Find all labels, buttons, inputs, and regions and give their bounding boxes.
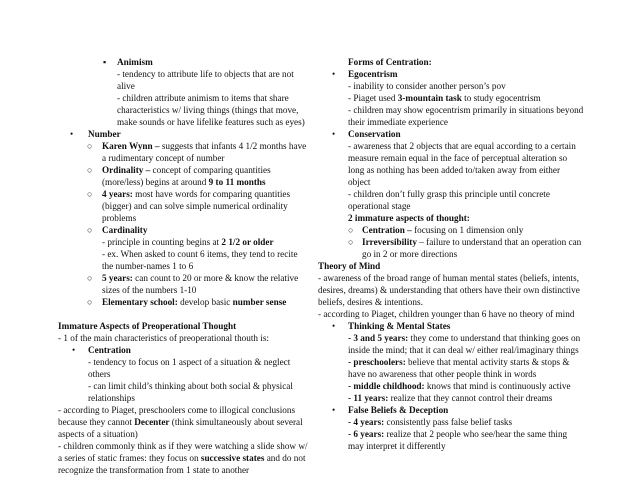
false-beliefs-line: - 6 years: realize that 2 people who see/hear the same thing may interpret it differently [348,429,568,451]
circle-bullet-icon: ○ [348,225,354,235]
animism-block [58,56,310,68]
circle-bullet-icon: ○ [87,297,93,307]
number-item: ○ 4 years: most have words for comparing quantities (bigger) and can solve simple numerical ordinality problems [87,189,291,223]
circle-bullet-icon: ○ [87,165,93,175]
egocentrism-line: - inability to consider another person’s pov [348,81,506,91]
centration-line: - tendency to focus on 1 aspect of a situation & neglect others [88,357,291,379]
circle-bullet-icon: ○ [87,189,93,199]
dot-bullet-icon: • [332,69,336,79]
theory-of-mind-paragraph: - awareness of the broad range of human mental states (beliefs, intents, desires, dreams) & understanding that others have their own distinctive beliefs, desires & intentions. [318,273,580,307]
centration-line: - can limit child’s thinking about both social & physical relationships [88,381,293,403]
thinking-line: - 11 years: realize that they cannot control their dreams [348,393,553,403]
immature-heading: Immature Aspects of Preoperational Thought [58,321,237,331]
thinking-line: - preschoolers: believe that mental activity starts & stops & have no awareness that other people think in words [348,357,570,379]
forms-heading: Forms of Centration: [348,57,432,67]
dot-bullet-icon: • [332,405,336,415]
centration-heading: • Centration [72,345,131,355]
egocentrism-heading: • Egocentrism [332,69,398,79]
immature-intro: - 1 of the main characteristics of preoperational thouth is: [58,333,269,343]
thinking-mental-states-heading: • Thinking & Mental States [332,321,451,331]
conservation-line: - children don’t fully grasp this principle until concrete operational stage [348,189,550,211]
animism-title: Animism [117,57,153,67]
dot-bullet-icon: • [332,321,336,331]
immature-aspects-subheading: 2 immature aspects of thought: [348,213,470,223]
number-heading: • Number [70,129,121,139]
egocentrism-line: - children may show egocentrism primarily in situations beyond their immediate experience [348,105,584,127]
dot-bullet-icon: • [72,345,76,355]
circle-bullet-icon: ○ [87,273,93,283]
slideshow-paragraph: - children commonly think as if they were watching a slide show w/ a series of static frames: they focus on successive states and do not recognize the transformation from 1 state to another [58,441,308,475]
conservation-heading: • Conservation [332,129,401,139]
thinking-line: - middle childhood: knows that mind is continuously active [348,381,571,391]
number-item: ○ Ordinality – concept of comparing quantities (more/less) begins at around 9 to 11 months [87,165,271,187]
conservation-line: - awareness that 2 objects that are equal according to a certain measure remain equal in the face of perceptual alteration so long as nothing has been added to/taken away from either object [348,141,576,187]
false-beliefs-line: - 4 years: consistently pass false belief tasks [348,417,513,427]
false-beliefs-heading: • False Beliefs & Deception [332,405,449,415]
theory-of-mind-heading: Theory of Mind [318,261,381,271]
animism-line: - children attribute animism to items that share characteristics w/ living things (things that move, make sounds or have lifelike features such as eyes) [117,93,305,127]
number-item: ○ 5 years: can count to 20 or more & know the relative sizes of the numbers 1-10 [87,273,299,295]
egocentrism-line: - Piaget used 3-mountain task to study egocentrism [348,93,541,103]
circle-bullet-icon: ○ [87,225,93,235]
cardinality-line: - ex. When asked to count 6 items, they tend to recite the number-names 1 to 6 [102,249,298,271]
conservation-item: ○ Irreversibility – failure to understand that an operation can go in 2 or more directions [348,237,582,259]
circle-bullet-icon: ○ [87,141,93,151]
number-item: ○ Elementary school: develop basic number sense [87,297,287,307]
cardinality-line: - principle in counting begins at 2 1/2 or older [102,237,274,247]
dot-bullet-icon: • [332,129,336,139]
animism-line: - tendency to attribute life to objects that are not alive [117,69,294,91]
number-item: ○ Cardinality [87,225,148,235]
square-bullet-icon: ▪ [103,57,107,67]
conservation-item: ○ Centration – focusing on 1 dimension only [348,225,524,235]
number-item: ○ Karen Wynn – suggests that infants 4 1/2 months have a rudimentary concept of number [87,141,307,163]
circle-bullet-icon: ○ [348,237,354,247]
thinking-line: - 3 and 5 years: they come to understand that thinking goes on inside the mind; that it can deal w/ either real/imaginary things [348,333,581,355]
right-column [318,56,584,452]
dot-bullet-icon: • [70,129,74,139]
decenter-paragraph: - according to Piaget, preschoolers come to illogical conclusions because they cannot Decenter (think simultaneously about several aspects of a situation) [58,405,303,439]
theory-of-mind-paragraph: - according to Piaget, children younger than 6 have no theory of mind [318,309,575,319]
left-column [58,56,310,476]
